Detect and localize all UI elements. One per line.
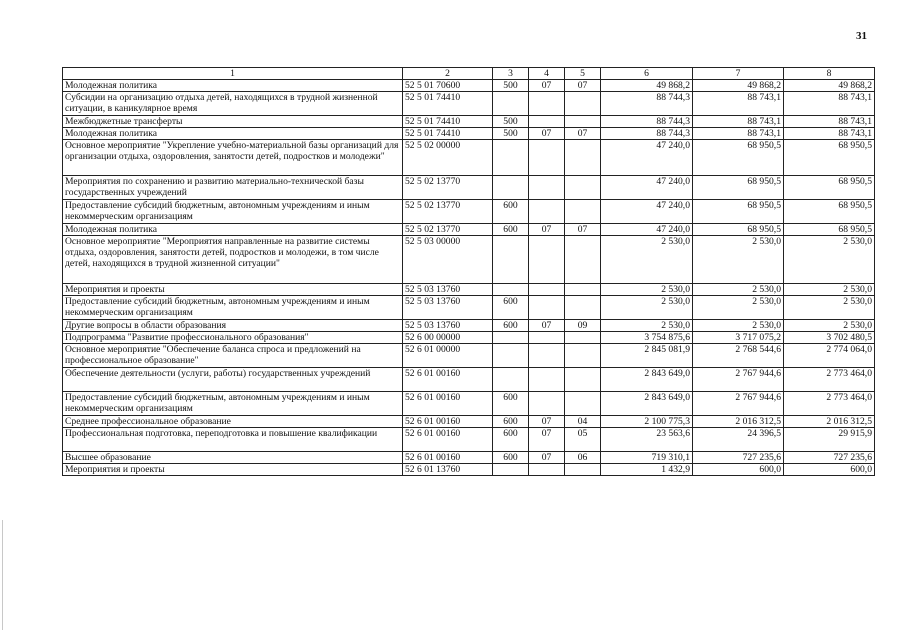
row-code-cell: 52 5 01 74410 (403, 116, 493, 128)
row-col5-cell (565, 236, 601, 284)
row-code-cell: 52 5 02 13770 (403, 200, 493, 224)
row-value8-cell: 727 235,6 (784, 452, 875, 464)
row-col5-cell (565, 344, 601, 368)
row-code-cell: 52 6 01 00160 (403, 416, 493, 428)
table-row (63, 224, 875, 236)
row-value7-cell: 49 868,2 (693, 80, 784, 92)
row-col3-cell: 600 (493, 320, 529, 332)
row-value8-cell: 2 530,0 (784, 236, 875, 284)
row-value6-cell: 88 744,3 (601, 128, 693, 140)
row-code-cell: 52 5 03 00000 (403, 236, 493, 284)
row-code-cell: 52 5 01 74410 (403, 128, 493, 140)
row-col4-cell (529, 464, 565, 476)
row-name-cell: Предоставление субсидий бюджетным, автономным учреждениям и иным некоммерческим организациям (63, 392, 403, 416)
row-col4-cell: 07 (529, 128, 565, 140)
row-code-cell: 52 6 01 00160 (403, 392, 493, 416)
row-col5-cell (565, 116, 601, 128)
row-col3-cell (493, 332, 529, 344)
row-col4-cell (529, 392, 565, 416)
row-col3-cell: 500 (493, 116, 529, 128)
row-col4-cell (529, 116, 565, 128)
row-value6-cell: 1 432,9 (601, 464, 693, 476)
table-body (63, 80, 875, 476)
row-col3-cell: 500 (493, 80, 529, 92)
row-name-cell: Мероприятия и проекты (63, 284, 403, 296)
page-number: 31 (856, 30, 867, 42)
row-col5-cell (565, 176, 601, 200)
table-row (63, 140, 875, 176)
row-col5-cell (565, 392, 601, 416)
table-row (63, 176, 875, 200)
table-row (63, 464, 875, 476)
row-value8-cell: 29 915,9 (784, 428, 875, 452)
row-col3-cell: 600 (493, 416, 529, 428)
row-col3-cell (493, 284, 529, 296)
header-cell-6: 6 (601, 68, 693, 80)
row-value6-cell: 2 530,0 (601, 296, 693, 320)
table-row (63, 296, 875, 320)
row-col4-cell (529, 284, 565, 296)
row-value8-cell: 68 950,5 (784, 140, 875, 176)
header-cell-8: 8 (784, 68, 875, 80)
table-row (63, 284, 875, 296)
row-value8-cell: 68 950,5 (784, 224, 875, 236)
table-row (63, 236, 875, 284)
row-value7-cell: 600,0 (693, 464, 784, 476)
row-value7-cell: 2 530,0 (693, 284, 784, 296)
row-code-cell: 52 5 03 13760 (403, 320, 493, 332)
table-row (63, 392, 875, 416)
row-code-cell: 52 6 01 00160 (403, 452, 493, 464)
row-col3-cell: 600 (493, 428, 529, 452)
header-cell-3: 3 (493, 68, 529, 80)
row-value8-cell: 2 773 464,0 (784, 392, 875, 416)
row-col4-cell: 07 (529, 428, 565, 452)
header-cell-2: 2 (403, 68, 493, 80)
row-name-cell: Мероприятия и проекты (63, 464, 403, 476)
row-value8-cell: 88 743,1 (784, 116, 875, 128)
budget-table (62, 67, 875, 476)
row-col4-cell (529, 332, 565, 344)
row-col4-cell: 07 (529, 416, 565, 428)
row-value6-cell: 23 563,6 (601, 428, 693, 452)
row-name-cell: Основное мероприятие "Мероприятия направленные на развитие системы отдыха, оздоровления, занятости детей, подростков и молодежи, в том числе детей, находящихся в трудной жизненной ситуации" (63, 236, 403, 284)
row-value7-cell: 2 530,0 (693, 320, 784, 332)
row-value7-cell: 24 396,5 (693, 428, 784, 452)
row-value6-cell: 2 843 649,0 (601, 368, 693, 392)
row-col5-cell (565, 368, 601, 392)
row-col5-cell (565, 296, 601, 320)
row-col3-cell (493, 140, 529, 176)
row-value7-cell: 727 235,6 (693, 452, 784, 464)
row-code-cell: 52 5 02 13770 (403, 224, 493, 236)
table-row (63, 116, 875, 128)
row-name-cell: Профессиональная подготовка, переподготовка и повышение квалификации (63, 428, 403, 452)
row-col4-cell (529, 176, 565, 200)
row-code-cell: 52 6 01 00000 (403, 344, 493, 368)
row-name-cell: Обеспечение деятельности (услуги, работы) государственных учреждений (63, 368, 403, 392)
row-code-cell: 52 5 03 13760 (403, 284, 493, 296)
row-name-cell: Молодежная политика (63, 80, 403, 92)
row-value8-cell: 2 774 064,0 (784, 344, 875, 368)
row-name-cell: Основное мероприятие "Обеспечение баланса спроса и предложений на профессиональное образование" (63, 344, 403, 368)
row-col3-cell (493, 464, 529, 476)
row-value6-cell: 47 240,0 (601, 200, 693, 224)
row-value6-cell: 88 744,3 (601, 92, 693, 116)
row-value7-cell: 3 717 075,2 (693, 332, 784, 344)
row-col3-cell: 600 (493, 296, 529, 320)
row-col5-cell: 07 (565, 224, 601, 236)
row-col4-cell: 07 (529, 80, 565, 92)
row-value6-cell: 47 240,0 (601, 140, 693, 176)
row-value8-cell: 2 016 312,5 (784, 416, 875, 428)
table-row (63, 332, 875, 344)
row-value7-cell: 2 768 544,6 (693, 344, 784, 368)
row-col4-cell (529, 236, 565, 284)
row-col5-cell: 07 (565, 128, 601, 140)
row-value6-cell: 719 310,1 (601, 452, 693, 464)
row-col4-cell: 07 (529, 224, 565, 236)
row-col3-cell (493, 176, 529, 200)
row-col4-cell (529, 92, 565, 116)
row-col5-cell (565, 140, 601, 176)
row-col3-cell: 600 (493, 452, 529, 464)
row-name-cell: Мероприятия по сохранению и развитию материально-технической базы государственных учреждений (63, 176, 403, 200)
row-col5-cell (565, 464, 601, 476)
table-row (63, 128, 875, 140)
row-col3-cell: 600 (493, 392, 529, 416)
row-value8-cell: 3 702 480,5 (784, 332, 875, 344)
row-name-cell: Предоставление субсидий бюджетным, автономным учреждениям и иным некоммерческим организациям (63, 296, 403, 320)
row-col4-cell (529, 368, 565, 392)
row-name-cell: Подпрограмма "Развитие профессионального образования" (63, 332, 403, 344)
row-value7-cell: 68 950,5 (693, 224, 784, 236)
row-col3-cell: 600 (493, 200, 529, 224)
row-name-cell: Предоставление субсидий бюджетным, автономным учреждениям и иным некоммерческим организациям (63, 200, 403, 224)
row-value7-cell: 68 950,5 (693, 176, 784, 200)
row-value7-cell: 2 767 944,6 (693, 392, 784, 416)
row-value8-cell: 88 743,1 (784, 92, 875, 116)
row-value8-cell: 68 950,5 (784, 176, 875, 200)
row-code-cell: 52 5 03 13760 (403, 296, 493, 320)
row-value6-cell: 2 530,0 (601, 236, 693, 284)
scan-edge-mark (2, 520, 3, 630)
row-value6-cell: 2 843 649,0 (601, 392, 693, 416)
table-row (63, 320, 875, 332)
row-value8-cell: 2 530,0 (784, 320, 875, 332)
row-code-cell: 52 5 01 74410 (403, 92, 493, 116)
row-col3-cell (493, 368, 529, 392)
row-col5-cell (565, 92, 601, 116)
row-col4-cell: 07 (529, 320, 565, 332)
row-value6-cell: 2 845 081,9 (601, 344, 693, 368)
row-col5-cell (565, 284, 601, 296)
row-value8-cell: 2 530,0 (784, 284, 875, 296)
row-value8-cell: 600,0 (784, 464, 875, 476)
table-row (63, 428, 875, 452)
row-value7-cell: 88 743,1 (693, 92, 784, 116)
table-row (63, 344, 875, 368)
row-col3-cell (493, 236, 529, 284)
row-code-cell: 52 6 01 00160 (403, 368, 493, 392)
row-col3-cell (493, 344, 529, 368)
table-row (63, 92, 875, 116)
row-code-cell: 52 5 02 00000 (403, 140, 493, 176)
row-col5-cell (565, 200, 601, 224)
table-row (63, 368, 875, 392)
row-col3-cell (493, 92, 529, 116)
row-col5-cell: 04 (565, 416, 601, 428)
row-name-cell: Основное мероприятие "Укрепление учебно-материальной базы организаций для организации отдыха, оздоровления, занятости детей, подростков и молодежи" (63, 140, 403, 176)
row-code-cell: 52 5 02 13770 (403, 176, 493, 200)
row-col4-cell (529, 140, 565, 176)
row-name-cell: Среднее профессиональное образование (63, 416, 403, 428)
row-value6-cell: 49 868,2 (601, 80, 693, 92)
row-name-cell: Межбюджетные трансферты (63, 116, 403, 128)
row-col4-cell: 07 (529, 452, 565, 464)
row-col5-cell: 09 (565, 320, 601, 332)
row-col5-cell: 05 (565, 428, 601, 452)
row-col4-cell (529, 344, 565, 368)
row-value7-cell: 68 950,5 (693, 200, 784, 224)
row-name-cell: Высшее образование (63, 452, 403, 464)
row-value8-cell: 88 743,1 (784, 128, 875, 140)
row-value6-cell: 3 754 875,6 (601, 332, 693, 344)
row-name-cell: Молодежная политика (63, 128, 403, 140)
row-col5-cell: 07 (565, 80, 601, 92)
row-col5-cell: 06 (565, 452, 601, 464)
row-value8-cell: 68 950,5 (784, 200, 875, 224)
row-value7-cell: 2 767 944,6 (693, 368, 784, 392)
row-col3-cell: 600 (493, 224, 529, 236)
row-value7-cell: 88 743,1 (693, 128, 784, 140)
row-value7-cell: 2 530,0 (693, 296, 784, 320)
table-row (63, 452, 875, 464)
row-value7-cell: 88 743,1 (693, 116, 784, 128)
row-value8-cell: 2 530,0 (784, 296, 875, 320)
table-row (63, 80, 875, 92)
row-value7-cell: 2 530,0 (693, 236, 784, 284)
table-header (63, 68, 875, 80)
row-name-cell: Молодежная политика (63, 224, 403, 236)
row-col5-cell (565, 332, 601, 344)
row-value7-cell: 2 016 312,5 (693, 416, 784, 428)
row-value7-cell: 68 950,5 (693, 140, 784, 176)
row-value6-cell: 2 100 775,3 (601, 416, 693, 428)
row-value8-cell: 49 868,2 (784, 80, 875, 92)
header-cell-4: 4 (529, 68, 565, 80)
header-cell-5: 5 (565, 68, 601, 80)
row-value6-cell: 2 530,0 (601, 320, 693, 332)
row-code-cell: 52 6 00 00000 (403, 332, 493, 344)
row-name-cell: Другие вопросы в области образования (63, 320, 403, 332)
row-value6-cell: 88 744,3 (601, 116, 693, 128)
row-col4-cell (529, 200, 565, 224)
row-name-cell: Субсидии на организацию отдыха детей, находящихся в трудной жизненной ситуации, в каникулярное время (63, 92, 403, 116)
header-cell-7: 7 (693, 68, 784, 80)
table-row (63, 200, 875, 224)
row-col3-cell: 500 (493, 128, 529, 140)
row-value8-cell: 2 773 464,0 (784, 368, 875, 392)
table-row (63, 416, 875, 428)
row-value6-cell: 47 240,0 (601, 224, 693, 236)
row-code-cell: 52 6 01 00160 (403, 428, 493, 452)
row-code-cell: 52 6 01 13760 (403, 464, 493, 476)
row-value6-cell: 47 240,0 (601, 176, 693, 200)
row-value6-cell: 2 530,0 (601, 284, 693, 296)
row-code-cell: 52 5 01 70600 (403, 80, 493, 92)
row-col4-cell (529, 296, 565, 320)
header-cell-1: 1 (63, 68, 403, 80)
